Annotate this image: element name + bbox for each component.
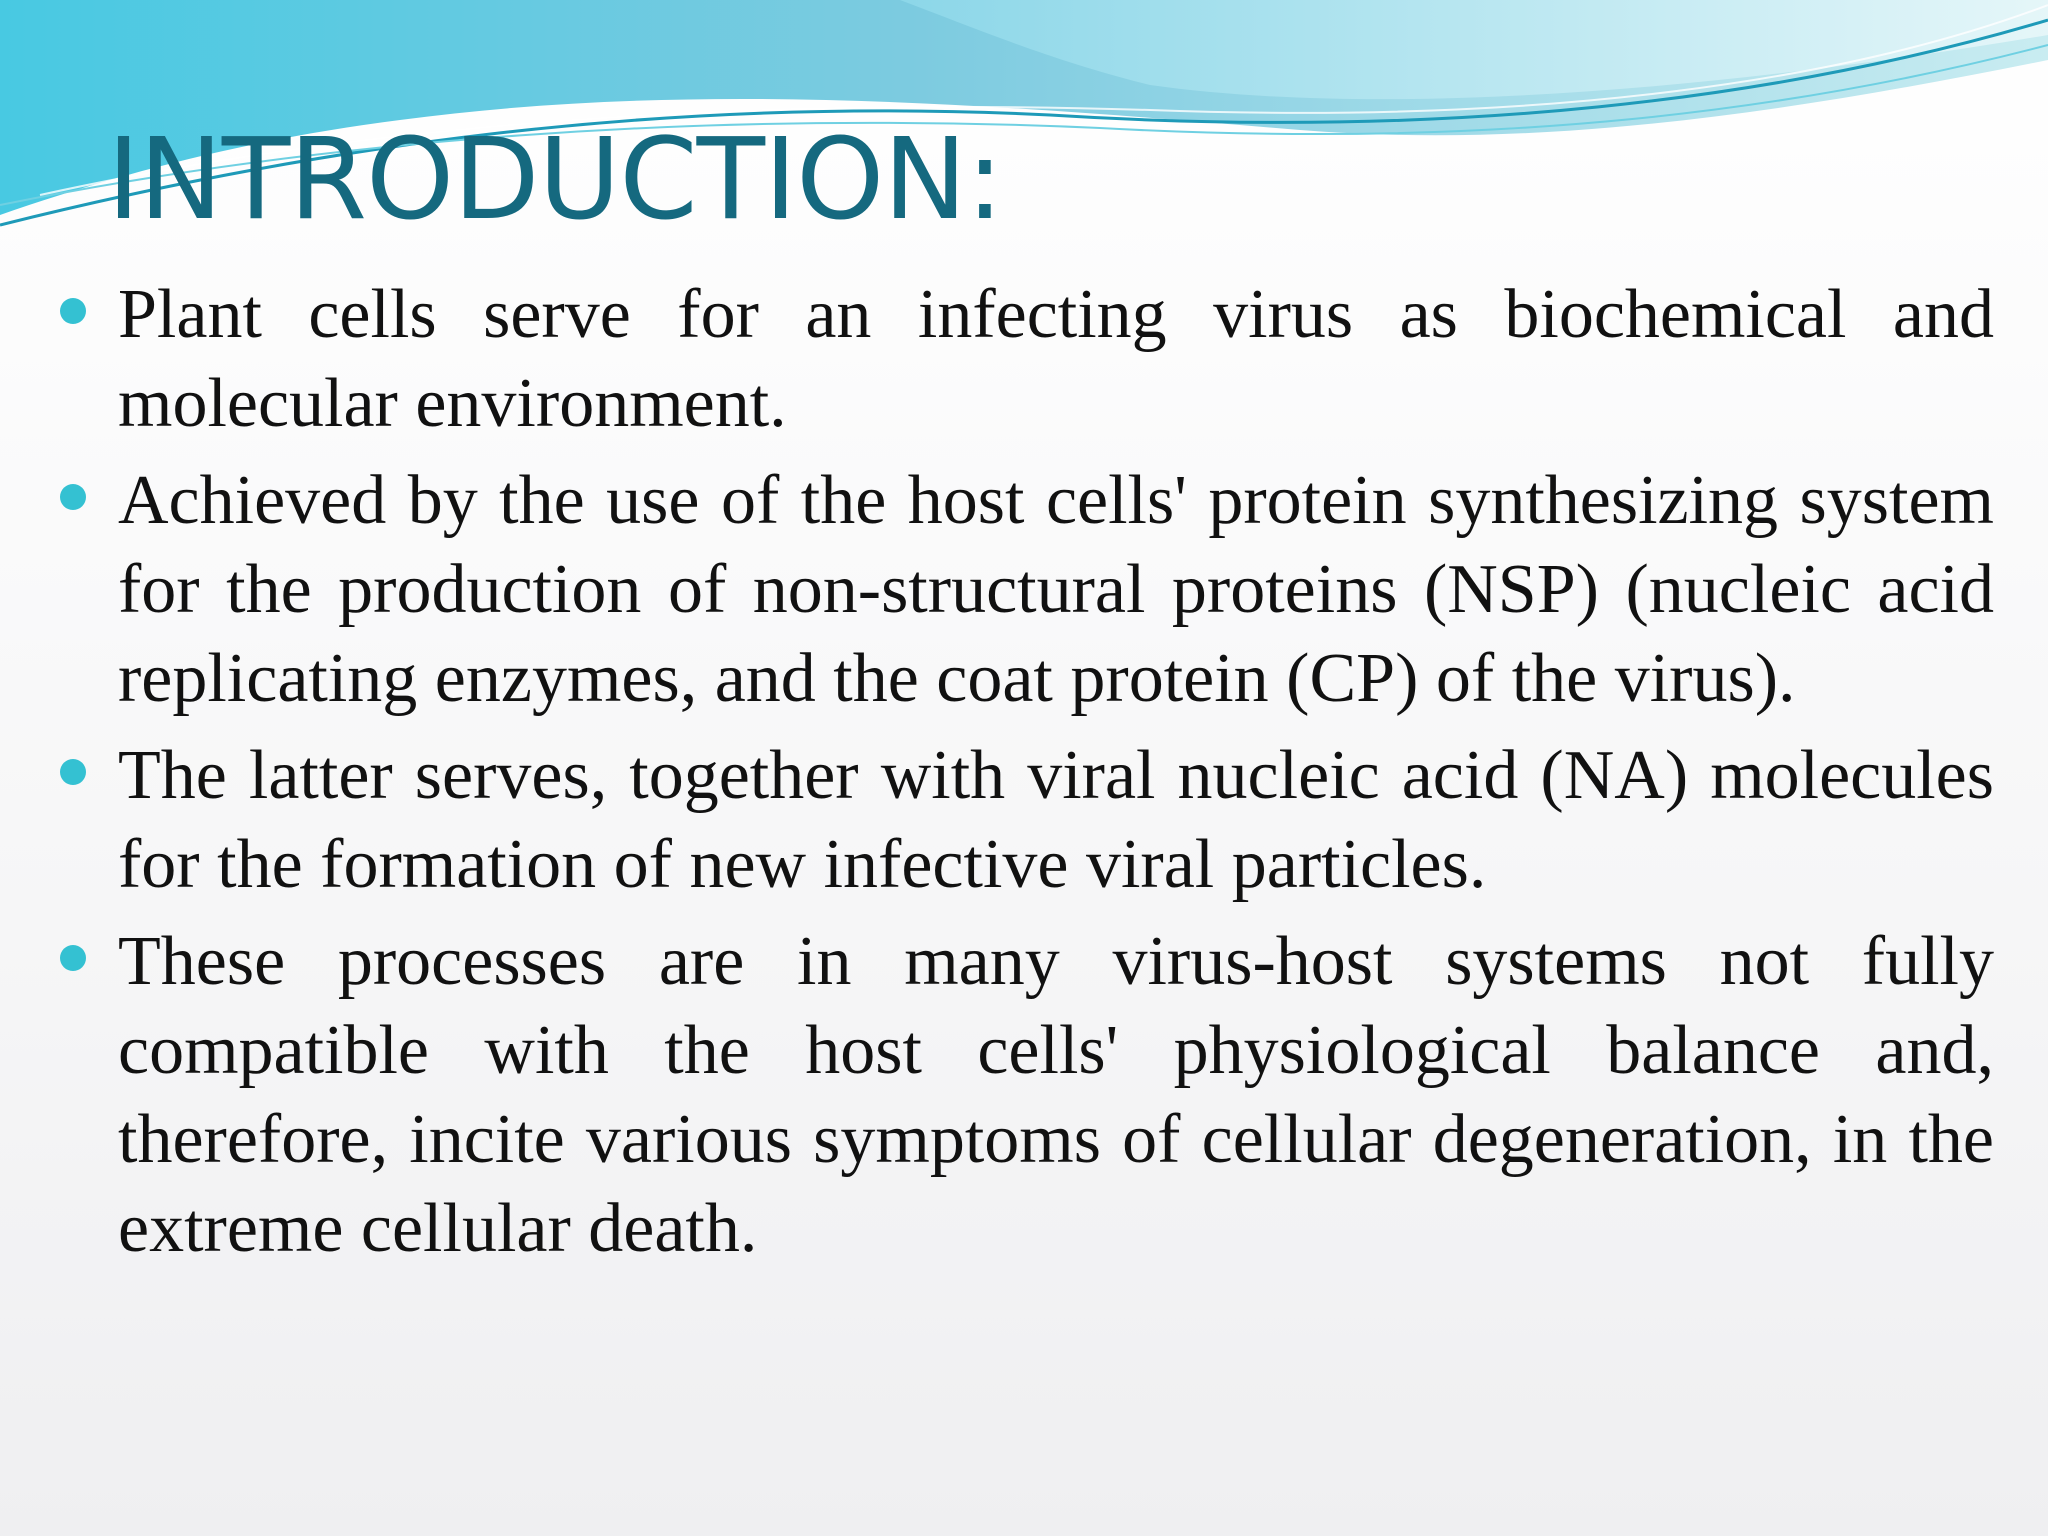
bullet-text: These processes are in many virus-host systems not fully compatible with the host cells' physiological balance and, therefore, incite various symptoms of cellular degeneration, in the extreme cellular death. — [118, 923, 1994, 1267]
slide-title: INTRODUCTION: — [107, 115, 1003, 245]
bullet-item — [60, 456, 1994, 723]
bullet-dot-icon — [60, 945, 86, 971]
bullet-text: The latter serves, together with viral nucleic acid (NA) molecules for the formation of new infective viral particles. — [118, 737, 1994, 903]
bullet-list — [60, 270, 1994, 1281]
bullet-text: Achieved by the use of the host cells' protein synthesizing system for the production of non-structural proteins (NSP) (nucleic acid replicating enzymes, and the coat protein (CP) of the virus). — [118, 462, 1994, 717]
bullet-dot-icon — [60, 298, 86, 324]
bullet-text: Plant cells serve for an infecting virus as biochemical and molecular environment. — [118, 276, 1994, 442]
bullet-item — [60, 270, 1994, 448]
bullet-item — [60, 917, 1994, 1273]
bullet-item — [60, 731, 1994, 909]
bullet-dot-icon — [60, 759, 86, 785]
bullet-dot-icon — [60, 484, 86, 510]
